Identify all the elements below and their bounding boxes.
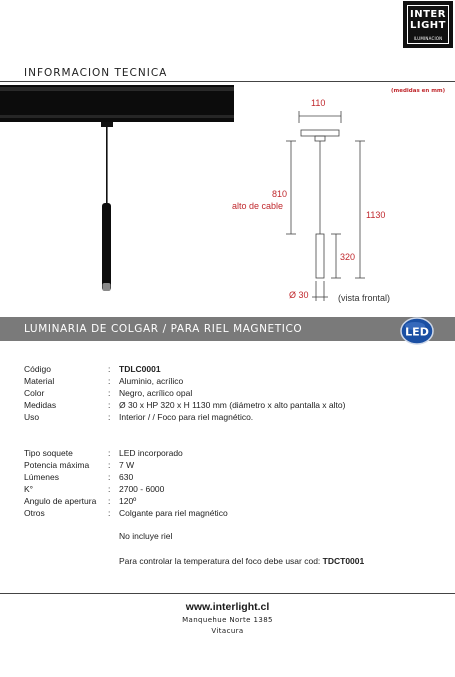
spec-key: Tipo soquete <box>24 448 73 458</box>
footer-website[interactable]: www.interlight.cl <box>185 601 270 613</box>
spec-key: Uso <box>24 412 40 422</box>
spec-key: Otros <box>24 508 45 518</box>
logo-line-1: INTER <box>410 9 446 20</box>
spec-key: Código <box>24 364 51 374</box>
spec-row: Color : Negro, acrílico opal <box>24 388 193 398</box>
spec-value: TDLC0001 <box>119 364 161 374</box>
spec-row: Medidas : Ø 30 x HP 320 x H 1130 mm (diámetro x alto pantalla x alto) <box>24 400 346 410</box>
banner-title: LUMINARIA DE COLGAR / PARA RIEL MAGNETICO <box>24 323 303 335</box>
spec-key: Angulo de apertura <box>24 496 97 506</box>
note-no-riel: No incluye riel <box>119 531 173 541</box>
dim-total-height: 1130 <box>366 210 386 220</box>
spec-value: Colgante para riel magnético <box>119 508 228 518</box>
specs-block-1 <box>24 363 444 423</box>
spec-value: 630 <box>119 472 134 482</box>
logo-line-3: ILUMINACION <box>413 36 443 41</box>
product-banner <box>0 317 455 341</box>
product-image <box>0 85 240 300</box>
logo-frame <box>407 5 449 44</box>
control-code: TDCT0001 <box>322 556 365 566</box>
units-note: (medidas en mm) <box>391 88 446 94</box>
spec-key: K° <box>24 484 34 494</box>
logo-line-2: LIGHT <box>410 20 446 31</box>
led-badge-text: LED <box>405 325 429 339</box>
spec-value: 7 W <box>119 460 135 470</box>
spec-row: Código : TDLC0001 <box>24 364 161 374</box>
spec-row: Potencia máxima : 7 W <box>24 460 135 470</box>
footer-address: Manquehue Norte 1385 <box>182 616 273 624</box>
spec-value: 2700 - 6000 <box>119 484 165 494</box>
dim-shade-height: 320 <box>340 252 356 262</box>
dim-cable: 810 <box>272 189 288 199</box>
spec-key: Color <box>24 388 45 398</box>
spec-value: Interior / / Foco para riel magnético. <box>119 412 254 422</box>
top-divider <box>0 81 455 82</box>
dim-diameter: Ø 30 <box>289 290 309 300</box>
specs-block-2 <box>24 447 444 519</box>
spec-key: Medidas <box>24 400 57 410</box>
spec-value: LED incorporado <box>119 448 183 458</box>
spec-value: Aluminio, acrílico <box>119 376 184 386</box>
spec-value: 120º <box>119 496 137 506</box>
spec-row: Uso : Interior / / Foco para riel magnético. <box>24 412 254 422</box>
spec-row: Lúmenes : 630 <box>24 472 134 482</box>
spec-row: Angulo de apertura : 120º <box>24 496 137 506</box>
spec-row: K° : 2700 - 6000 <box>24 484 165 494</box>
brand-logo <box>403 1 453 48</box>
spec-value: Ø 30 x HP 320 x H 1130 mm (diámetro x alto pantalla x alto) <box>119 400 346 410</box>
dim-front-view: (vista frontal) <box>338 293 391 303</box>
spec-value: Negro, acrílico opal <box>119 388 193 398</box>
spec-key: Lúmenes <box>24 472 59 482</box>
led-icon <box>400 317 438 345</box>
dim-width: 110 <box>311 98 326 108</box>
bottom-divider <box>0 593 455 594</box>
spec-row: Otros : Colgante para riel magnético <box>24 508 228 518</box>
section-title: INFORMACION TECNICA <box>24 67 168 79</box>
technical-drawing <box>270 95 410 310</box>
spec-row: Tipo soquete : LED incorporado <box>24 448 183 458</box>
spec-key: Potencia máxima <box>24 460 90 470</box>
footer-city: Vitacura <box>211 627 244 635</box>
spec-row: Material : Aluminio, acrílico <box>24 376 184 386</box>
dim-cable-label: alto de cable <box>232 201 284 211</box>
note-control: Para controlar la temperatura del foco debe usar cod: TDCT0001 <box>119 556 365 566</box>
spec-key: Material <box>24 376 55 386</box>
